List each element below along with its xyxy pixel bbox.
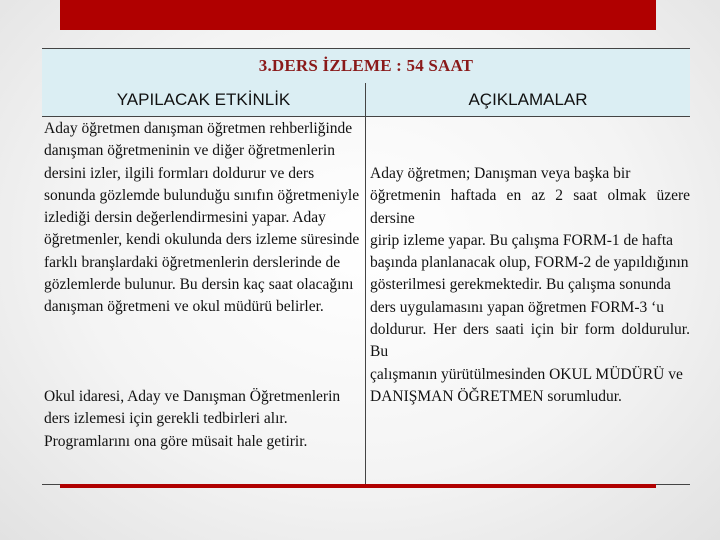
text-line: ders izlemesi için gerekli tedbirleri alır. <box>44 410 288 428</box>
text-line: DANIŞMAN ÖĞRETMEN sorumludur. <box>370 387 622 405</box>
text-line: başında planlanacak olup, FORM-2 de yapıldığının <box>370 254 689 272</box>
text-line: dersini izler, ilgili formları doldurur ve ders <box>44 164 315 182</box>
table-title-row <box>42 48 690 84</box>
activity-paragraph-1 <box>44 118 360 319</box>
text-line: Okul idaresi, Aday ve Danışman Öğretmenlerin <box>44 388 341 405</box>
explanation-paragraph <box>370 163 690 408</box>
text-line: izlediği dersin değerlendirmesini yapar. Aday <box>44 209 326 227</box>
ders-izleme-table <box>42 48 690 484</box>
header-yapilacak-etkinlik: YAPILACAK ETKİNLİK <box>116 89 291 109</box>
activity-paragraph-2 <box>44 386 360 453</box>
table-header-row <box>42 83 690 117</box>
text-line: öğretmenler, kendi okulunda ders izleme süresinde <box>44 231 360 249</box>
top-accent-bar <box>60 0 656 30</box>
text-line: farklı branşlardaki öğretmenlerin derslerinde de <box>44 253 341 271</box>
text-line: gösterilmesi gerekmektedir. Bu çalışma sonunda <box>370 276 671 294</box>
text-line: Programlarını ona göre müsait hale getirir. <box>44 432 308 450</box>
text-line: danışman öğretmeni ve okul müdürü belirler. <box>44 298 324 316</box>
text-line: çalışmanın yürütülmesinden OKUL MÜDÜRÜ ve <box>370 365 683 383</box>
header-aciklamalar: AÇIKLAMALAR <box>468 89 588 109</box>
text-line: gözlemlerde bulunur. Bu dersin kaç saat olacağını <box>44 276 354 294</box>
text-line: ders uygulamasını yapan öğretmen FORM-3 ‘u <box>370 298 665 316</box>
text-line: sonunda gözlemde bulunduğu sınıfın öğretmeniyle <box>44 186 360 204</box>
text-line: Aday öğretmen danışman öğretmen rehberliğinde <box>44 120 353 137</box>
text-line: Aday öğretmen; Danışman veya başka bir <box>370 165 631 182</box>
text-line: danışman öğretmeninin ve diğer öğretmenlerin <box>44 142 335 160</box>
text-line: doldurur. Her ders saati için bir form doldurulur. Bu <box>370 321 690 361</box>
page-title: 3.DERS İZLEME : 54 SAAT <box>258 56 474 75</box>
text-line: öğretmenin haftada en az 2 saat olmak üzere dersine <box>370 187 690 227</box>
bottom-accent-line <box>60 484 656 488</box>
column-divider <box>365 83 366 484</box>
text-line: girip izleme yapar. Bu çalışma FORM-1 de hafta <box>370 231 674 249</box>
